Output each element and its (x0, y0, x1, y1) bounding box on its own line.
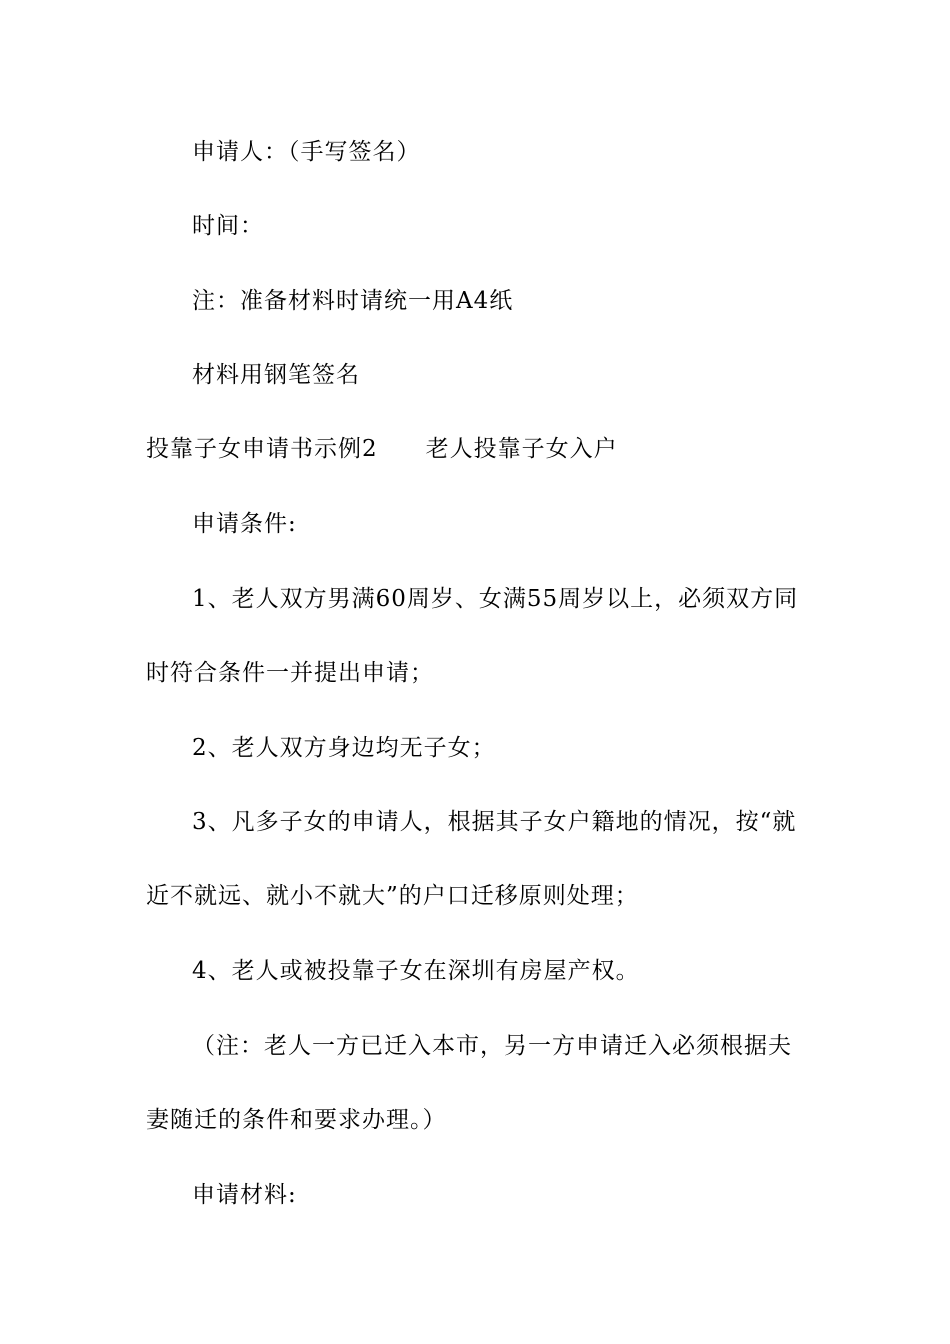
materials-heading: 申请材料: (192, 1182, 297, 1208)
section-heading (146, 434, 618, 464)
condition-2: 2、老人双方身边均无子女； (192, 735, 496, 761)
example-title: 投靠子女申请书示例2 (146, 436, 378, 462)
condition-1-line-2: 时符合条件一并提出申请； (146, 660, 434, 686)
applicant-signature-line: 申请人：（手写签名） (192, 139, 421, 165)
conditions-heading: 申请条件: (192, 511, 297, 537)
condition-3-line-1: 3、凡多子女的申请人，根据其子女户籍地的情况，按“就 (192, 809, 797, 835)
paper-note-line: 注：准备材料时请统一用A4纸 (192, 288, 514, 314)
note-line-1: （注：老人一方已迁入本市，另一方申请迁入必须根据夫 (192, 1033, 792, 1059)
example-subtitle: 老人投靠子女入户 (425, 436, 618, 462)
condition-4: 4、老人或被投靠子女在深圳有房屋产权。 (192, 958, 640, 984)
pen-signature-line: 材料用钢笔签名 (192, 362, 360, 388)
note-line-2: 妻随迁的条件和要求办理。） (146, 1107, 447, 1133)
time-line: 时间： (192, 213, 264, 239)
condition-1-line-1: 1、老人双方男满60周岁、女满55周岁以上，必须双方同 (192, 586, 799, 612)
condition-3-line-2: 近不就远、就小不就大”的户口迁移原则处理； (146, 883, 639, 909)
